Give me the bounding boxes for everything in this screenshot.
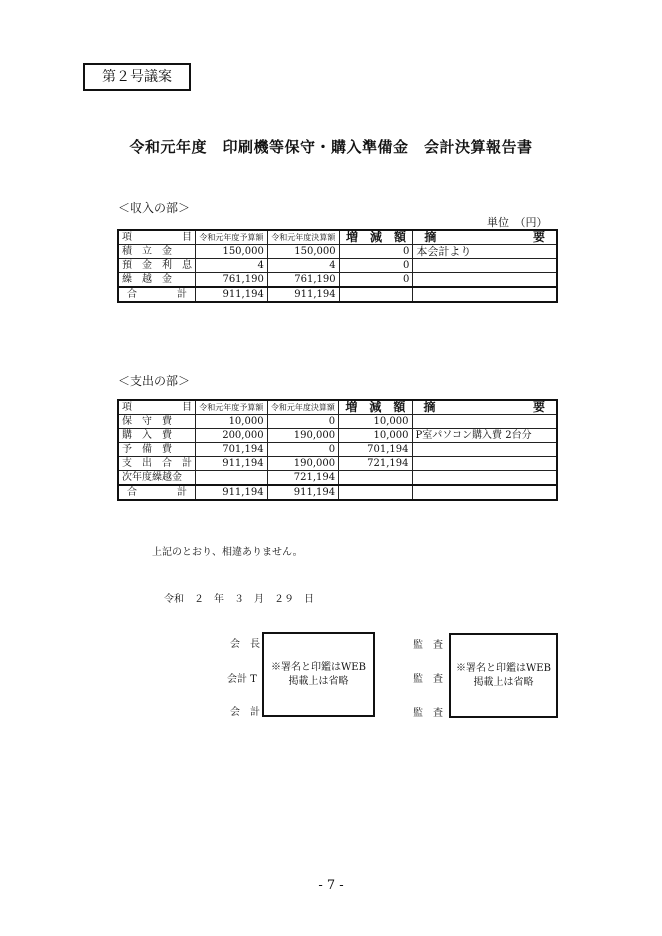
auditor-label-2: 監 査: [413, 674, 443, 685]
row-item: 積 立 金: [118, 245, 196, 259]
total-budget: 911,194: [196, 485, 268, 500]
table-row: [118, 415, 557, 429]
row-budget: 761,190: [196, 273, 268, 288]
row-item: 予 備 費: [118, 443, 196, 457]
row-item: 保 守 費: [118, 415, 196, 429]
total-note: [412, 485, 557, 500]
row-item: 次年度繰越金: [118, 471, 196, 486]
left-signature-box: [262, 632, 375, 717]
row-actual: 721,194: [267, 471, 339, 486]
total-row: [118, 287, 557, 302]
row-budget: 911,194: [196, 457, 268, 471]
income-section-title: ＜収入の部＞: [118, 201, 191, 215]
row-budget: 4: [196, 259, 268, 273]
row-actual: 0: [267, 443, 339, 457]
treasurer-label: 会 計: [230, 707, 260, 718]
header-budget: 令和元年度予算額: [196, 400, 268, 415]
expense-section-title: ＜支出の部＞: [118, 374, 191, 388]
header-actual: 令和元年度決算額: [267, 230, 339, 245]
agenda-number-box: 第２号議案: [83, 63, 191, 91]
auditor-label-3: 監 査: [413, 708, 443, 719]
document-title: 令和元年度 印刷機等保守・購入準備金 会計決算報告書: [129, 138, 533, 156]
total-actual: 911,194: [267, 287, 339, 302]
row-item: 支 出 合 計: [118, 457, 196, 471]
total-budget: 911,194: [196, 287, 268, 302]
stamp-note-line2: 掲載上は省略: [288, 675, 349, 687]
row-budget: 150,000: [196, 245, 268, 259]
row-note: [412, 471, 557, 486]
expense-header-row: [118, 400, 557, 415]
auditor-label-1: 監 査: [413, 640, 443, 651]
page-number: - 7 -: [318, 878, 344, 893]
header-note: 摘 要: [413, 230, 557, 245]
row-note: [412, 415, 557, 429]
stamp-note-line1: ※署名と印鑑はWEB: [456, 662, 551, 674]
table-row: [118, 273, 557, 288]
income-header-row: [118, 230, 557, 245]
total-actual: 911,194: [267, 485, 339, 500]
row-actual: 761,190: [267, 273, 339, 288]
header-item: 項 目: [118, 230, 196, 245]
income-table: [117, 229, 558, 303]
unit-label: 単位 （円）: [487, 216, 548, 229]
header-diff: 増 減 額: [339, 230, 413, 245]
row-note: [413, 273, 557, 288]
header-diff: 増 減 額: [339, 400, 412, 415]
table-row: [118, 259, 557, 273]
row-actual: 4: [267, 259, 339, 273]
row-actual: 150,000: [267, 245, 339, 259]
report-date: 令和 ２ 年 ３ 月 ２９ 日: [164, 594, 314, 605]
row-diff: 0: [339, 273, 413, 288]
row-note: [413, 259, 557, 273]
row-actual: 190,000: [267, 457, 339, 471]
row-diff: [339, 471, 412, 486]
row-note: [412, 457, 557, 471]
row-budget: 701,194: [196, 443, 268, 457]
total-row: [118, 485, 557, 500]
row-item: 繰 越 金: [118, 273, 196, 288]
treasurer-t-label: 会計 T: [227, 674, 257, 685]
stamp-note-line1: ※署名と印鑑はWEB: [271, 661, 366, 673]
row-diff: 10,000: [339, 415, 412, 429]
row-item: 購 入 費: [118, 429, 196, 443]
total-note: [413, 287, 557, 302]
table-row: [118, 245, 557, 259]
row-actual: 0: [267, 415, 339, 429]
row-note: [412, 443, 557, 457]
header-item: 項 目: [118, 400, 196, 415]
table-row: [118, 457, 557, 471]
row-note: 本会計より: [413, 245, 557, 259]
stamp-note-line2: 掲載上は省略: [473, 676, 534, 688]
right-signature-box: [449, 633, 558, 718]
row-diff: 10,000: [339, 429, 412, 443]
row-budget: 10,000: [196, 415, 268, 429]
row-budget: 200,000: [196, 429, 268, 443]
row-actual: 190,000: [267, 429, 339, 443]
row-note: P室パソコン購入費 2台分: [412, 429, 557, 443]
confirmation-statement: 上記のとおり、相違ありません。: [152, 547, 303, 558]
president-label: 会 長: [230, 639, 260, 650]
header-budget: 令和元年度予算額: [196, 230, 268, 245]
expense-table: [117, 399, 558, 501]
table-row: [118, 471, 557, 486]
table-row: [118, 443, 557, 457]
row-item: 預 金 利 息: [118, 259, 196, 273]
total-item: 合 計: [118, 287, 196, 302]
header-actual: 令和元年度決算額: [267, 400, 339, 415]
row-diff: 0: [339, 245, 413, 259]
total-diff: [339, 287, 413, 302]
table-row: [118, 429, 557, 443]
total-diff: [339, 485, 412, 500]
header-note: 摘 要: [412, 400, 557, 415]
row-diff: 721,194: [339, 457, 412, 471]
total-item: 合 計: [118, 485, 196, 500]
row-budget: [196, 471, 268, 486]
row-diff: 701,194: [339, 443, 412, 457]
row-diff: 0: [339, 259, 413, 273]
